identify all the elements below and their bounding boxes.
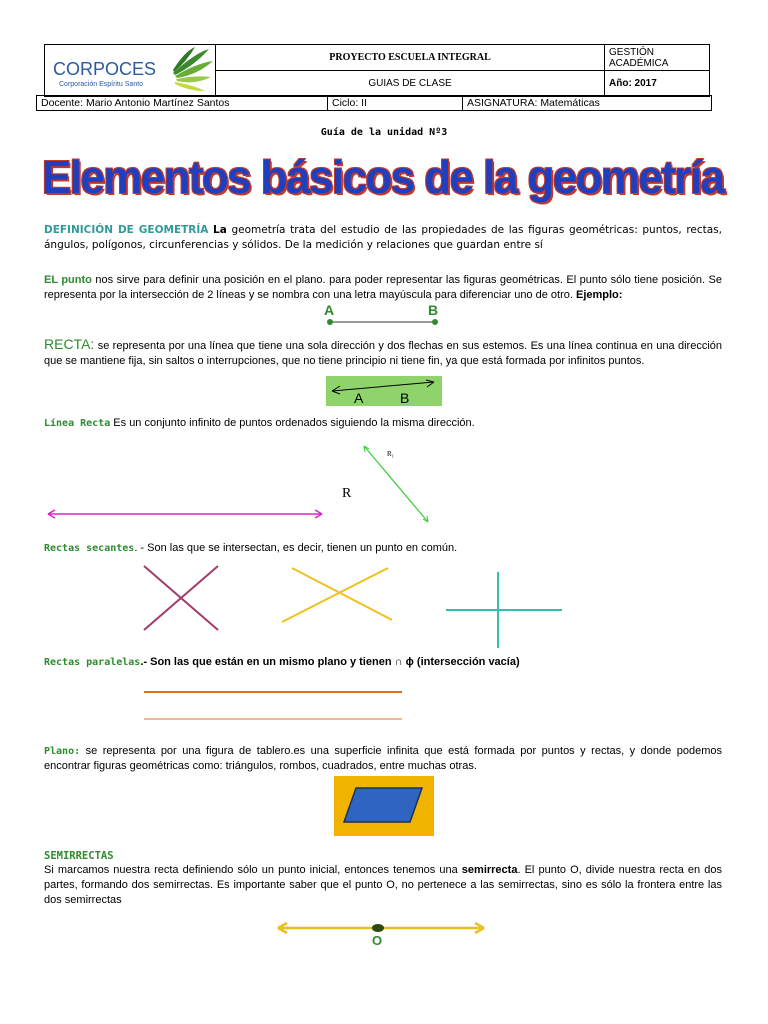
- parallels-paragraph: [44, 655, 722, 670]
- area-cell: GESTIÓN ACADÉMICA: [605, 45, 710, 71]
- point-b-label: B: [428, 302, 439, 318]
- point-a-label: A: [324, 302, 335, 318]
- point-diagram: [318, 302, 448, 330]
- line-label: RECTA:: [44, 336, 95, 352]
- rays-text-a: Si marcamos nuestra recta definiendo sólo un punto inicial, entonces tenemos una: [44, 864, 458, 876]
- secants-label: Rectas secantes: [44, 543, 135, 554]
- example-label: Ejemplo:: [575, 289, 623, 301]
- secants-diagram: [130, 560, 580, 650]
- parallelogram-shape: [344, 788, 422, 822]
- parallels-symbol: ∩ ϕ: [394, 656, 414, 668]
- plane-text: se representa por una figura de tablero.es una superficie infinita que está formada por puntos y rectas, y donde podemos encontrar figuras geométricas como: triángulos, rombos, cuadrados, entre muchas otras.: [44, 745, 722, 772]
- straight-line-diagram: [44, 440, 444, 530]
- point-label: EL punto: [44, 274, 92, 286]
- plane-diagram: [334, 776, 434, 836]
- logo-cell: [45, 45, 216, 97]
- secant-yellow-1: [292, 568, 392, 620]
- parallels-label: Rectas paralelas: [44, 657, 141, 668]
- line-point-a: A: [354, 390, 364, 406]
- guide-label: Guía de la unidad Nº3: [320, 127, 448, 138]
- teacher-cell: Docente: Mario Antonio Martínez Santos: [37, 96, 328, 110]
- definition-paragraph: [44, 223, 722, 253]
- guides-cell: GUIAS DE CLASE: [216, 71, 605, 97]
- parallels-text2: (intersección vacía): [416, 656, 520, 668]
- page-title: Elementos básicos de la geometría: [42, 151, 724, 203]
- r1-label: R₁: [387, 450, 395, 458]
- plane-label: Plano:: [44, 746, 81, 757]
- cycle-cell: Ciclo: II: [328, 96, 463, 110]
- straight-line-text: Es un conjunto infinito de puntos ordenados siguiendo la misma dirección.: [113, 417, 475, 429]
- rays-diagram: [272, 918, 492, 950]
- point-a-dot: [327, 319, 333, 325]
- definition-lead: La: [213, 224, 227, 236]
- project-cell: PROYECTO ESCUELA INTEGRAL: [216, 45, 605, 71]
- header-table: [44, 44, 710, 97]
- parallels-text: .- Son las que están en un mismo plano y tienen: [140, 656, 392, 668]
- line-diagram: [326, 376, 442, 406]
- logo-name: CORPOCES: [53, 59, 157, 79]
- corpoces-logo: [45, 45, 215, 93]
- rays-text-b: . El punto O, divide nuestra recta en dos partes, formando dos semirrectas. Es importante saber que el punto O, no pertenece a las semirrectas, sino es sólo la frontera entre las dos semirrectas: [44, 864, 722, 906]
- rays-label-colored: SEMIRRECTAS: [44, 850, 114, 862]
- point-paragraph: [44, 273, 722, 303]
- point-b-dot: [432, 319, 438, 325]
- rays-bold: semirrecta: [461, 864, 518, 876]
- secants-text: . - Son las que se intersectan, es decir, tienen un punto en común.: [134, 542, 458, 554]
- line-diagram-bg: [326, 376, 442, 406]
- green-diagonal-line: [364, 446, 428, 522]
- definition-text: geometría trata del estudio de las propiedades de las figuras geométricas: puntos, rectas, ángulos, polígonos, circunferencias y sólidos. De la medición y relaciones que guardan entre sí: [44, 224, 723, 251]
- plane-paragraph: [44, 744, 722, 774]
- info-row: [36, 95, 712, 111]
- secants-paragraph: [44, 541, 722, 556]
- subject-cell: ASIGNATURA: Matemáticas: [467, 97, 600, 109]
- point-text: nos sirve para definir una posición en el plano. para poder representar las figuras geométricas. El punto sólo tiene posición. Se representa por la intersección de 2 líneas y se nombra con una letra mayúscula para diferenciar uno de otro.: [44, 274, 722, 301]
- line-paragraph: [44, 337, 722, 369]
- logo-sub: Corporación Espíritu Santo: [59, 81, 144, 88]
- point-o-label: O: [372, 933, 383, 948]
- straight-line-paragraph: [44, 416, 722, 431]
- parallels-diagram: [140, 684, 410, 724]
- r-label: R: [342, 486, 352, 501]
- line-point-b: B: [400, 390, 410, 406]
- straight-line-label: Línea Recta: [44, 418, 111, 429]
- leaf-icon: [173, 47, 213, 91]
- year-cell: Año: 2017: [605, 71, 710, 97]
- rays-paragraph: [44, 863, 722, 908]
- point-o-dot: [372, 924, 384, 932]
- secant-yellow-2: [282, 568, 388, 622]
- definition-label: DEFINICIÓN DE GEOMETRÍA: [44, 224, 209, 236]
- line-text: se representa por una línea que tiene una sola dirección y dos flechas en sus estemos. Es una línea continua en una dirección que se mantiene fija, sin saltos o interrupciones, que no tiene principio ni tiene fin, ya que está formada por infinitos puntos.: [44, 340, 722, 367]
